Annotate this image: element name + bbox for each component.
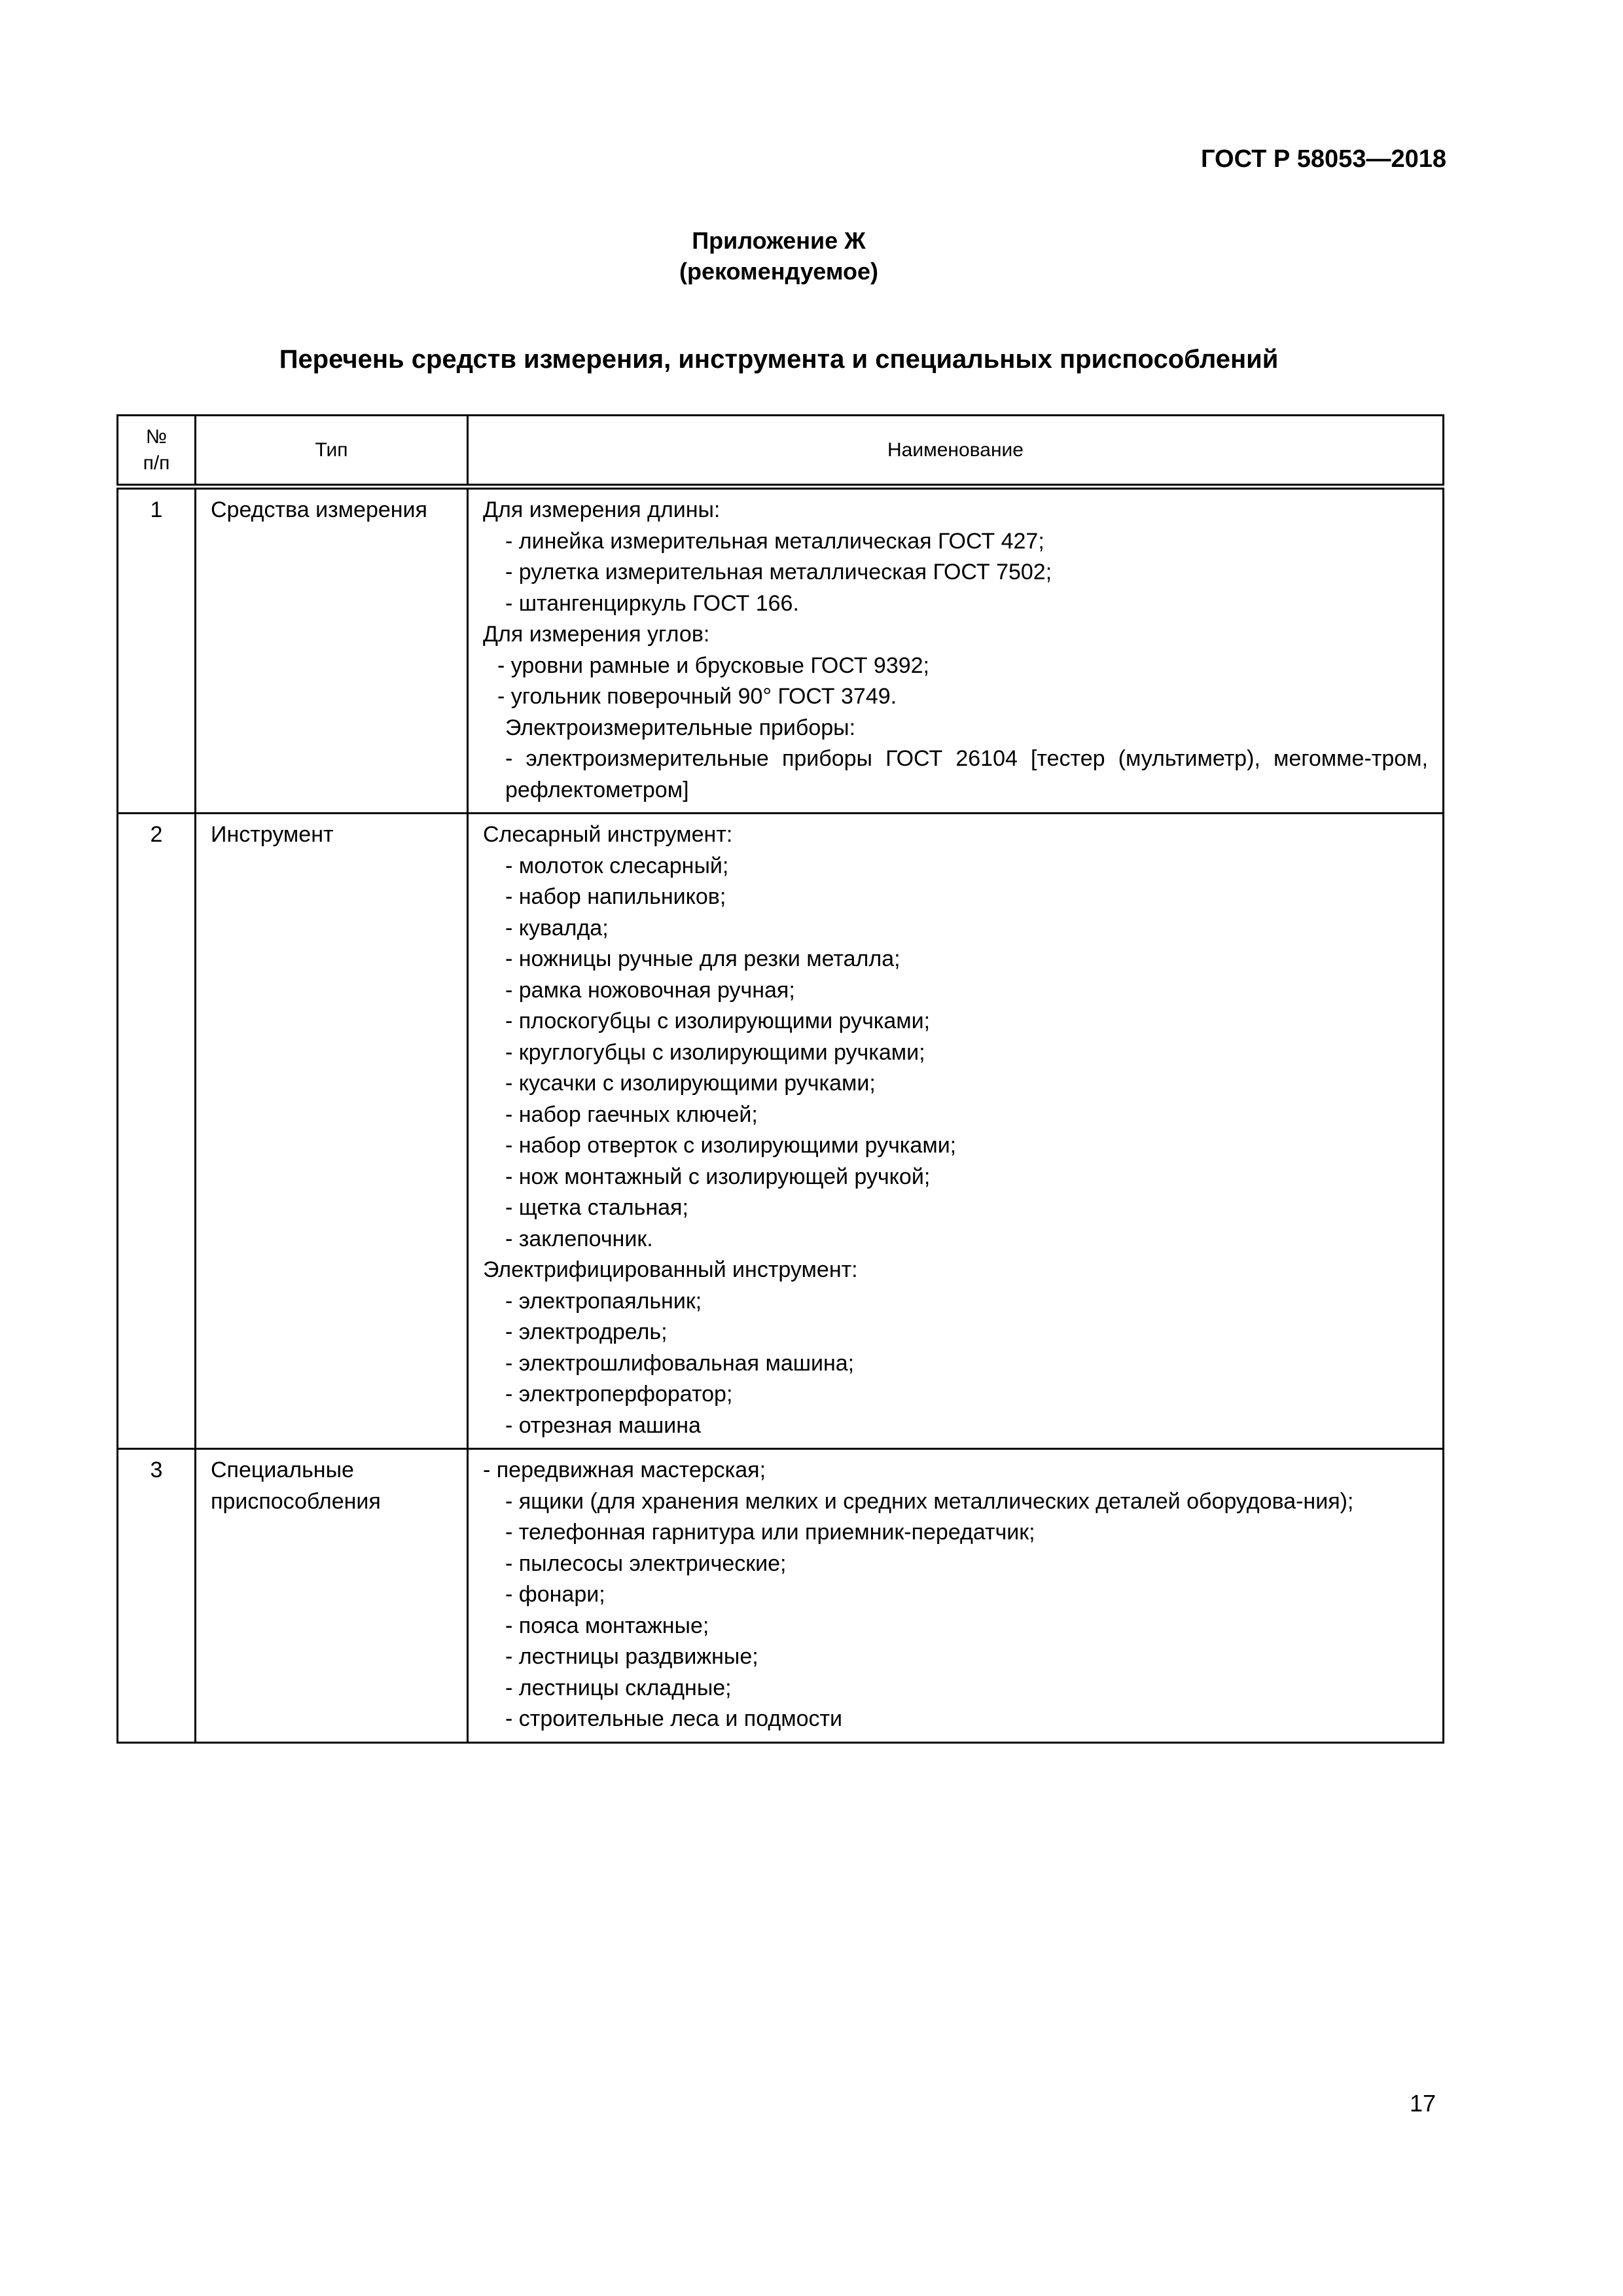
table-row	[118, 487, 1444, 814]
list-item: - круглогубцы с изолирующими ручками;	[505, 1039, 925, 1065]
list-item: - заклепочник.	[505, 1226, 653, 1251]
list-item: - нож монтажный с изолирующей ручкой;	[505, 1164, 931, 1189]
list-item: - линейка измерительная металлическая ГОСТ 427;	[505, 528, 1044, 554]
document-code: ГОСТ Р 58053—2018	[1201, 145, 1446, 173]
list-item: - фонари;	[505, 1582, 605, 1607]
appendix-title: Приложение Ж	[692, 227, 866, 254]
list-item: - ящики (для хранения мелких и средних металлических деталей оборудова-ния);	[505, 1488, 1354, 1514]
list-item: - пояса монтажные;	[505, 1613, 709, 1638]
list-item: - штангенциркуль ГОСТ 166.	[505, 590, 799, 616]
list-item: - лестницы раздвижные;	[505, 1644, 758, 1669]
row-type: Специальные приспособления	[196, 1449, 468, 1743]
list-item: - телефонная гарнитура или приемник-передатчик;	[505, 1520, 1035, 1545]
row-items	[468, 487, 1444, 814]
list-item: - щетка стальная;	[505, 1195, 688, 1220]
list-item: - электропаяльник;	[505, 1288, 702, 1314]
row-number: 1	[118, 487, 196, 814]
list-item: - рамка ножовочная ручная;	[505, 977, 795, 1003]
table-row	[118, 1449, 1444, 1743]
page-number: 17	[1409, 2090, 1436, 2117]
list-item: - набор гаечных ключей;	[505, 1102, 758, 1127]
list-item: - рулетка измерительная металлическая ГОСТ 7502;	[505, 560, 1052, 584]
appendix-status: (рекомендуемое)	[679, 258, 878, 285]
row-type: Средства измерения	[196, 487, 468, 814]
list-heading: - передвижная мастерская;	[483, 1458, 766, 1482]
list-item: - электроизмерительные приборы ГОСТ 26104 [тестер (мультиметр), мегомме-тром, рефлектометром]	[505, 746, 1428, 802]
list-item: - уровни рамные и брусковые ГОСТ 9392;	[497, 653, 929, 678]
list-item: - набор отверток с изолирующими ручками;	[505, 1133, 957, 1158]
list-heading: Электрифицированный инструмент:	[483, 1257, 858, 1282]
list-item: - электрошлифовальная машина;	[505, 1350, 855, 1376]
list-item: - набор напильников;	[505, 884, 726, 909]
row-number: 2	[118, 814, 196, 1449]
list-item: - угольник поверочный 90° ГОСТ 3749.	[497, 684, 897, 709]
column-header-type: Тип	[196, 416, 468, 487]
list-item: - ножницы ручные для резки металла;	[505, 946, 901, 971]
list-item: - кусачки с изолирующими ручками;	[505, 1071, 876, 1096]
list-heading: Для измерения длины:	[483, 497, 721, 522]
list-item: - отрезная машина	[505, 1412, 701, 1438]
list-item: - плоскогубцы с изолирующими ручками;	[505, 1009, 931, 1033]
list-heading: Для измерения углов:	[483, 622, 710, 647]
table-header	[118, 416, 1444, 487]
table-row	[118, 814, 1444, 1449]
column-header-num: № п/п	[118, 416, 196, 487]
list-item: - лестницы складные;	[505, 1675, 732, 1700]
list-item: - строительные леса и подмости	[505, 1706, 843, 1731]
row-type: Инструмент	[196, 814, 468, 1449]
list-item: - кувалда;	[505, 915, 609, 941]
table-title: Перечень средств измерения, инструмента и специальных приспособлений	[279, 345, 1279, 374]
table-body	[118, 487, 1444, 1743]
row-items	[468, 814, 1444, 1449]
equipment-table	[116, 414, 1444, 1744]
list-heading: Слесарный инструмент:	[483, 822, 733, 847]
list-item: - электродрель;	[505, 1319, 668, 1344]
list-item: - пылесосы электрические;	[505, 1551, 787, 1576]
list-item: - электроперфоратор;	[505, 1382, 733, 1407]
list-item: - молоток слесарный;	[505, 853, 729, 878]
column-header-name: Наименование	[468, 416, 1444, 487]
appendix-heading	[0, 225, 1558, 287]
list-item: Электроизмерительные приборы:	[505, 715, 856, 740]
row-items	[468, 1449, 1444, 1743]
row-number: 3	[118, 1449, 196, 1743]
